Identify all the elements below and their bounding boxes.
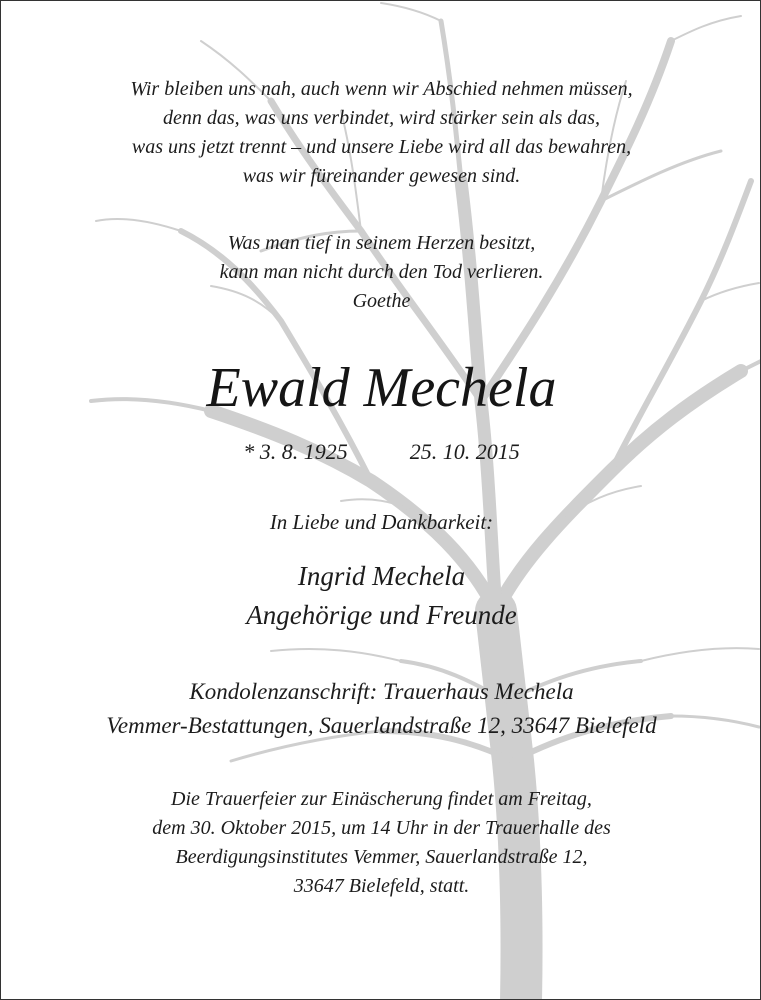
mourners [1, 557, 761, 635]
birth-date: * 3. 8. 1925 [243, 439, 348, 464]
death-date: 25. 10. 2015 [409, 439, 520, 464]
address-line: Vemmer-Bestattungen, Sauerlandstraße 12, 33647 Bielefeld [106, 713, 657, 738]
gratitude-line: In Liebe und Dankbarkeit: [269, 510, 494, 534]
notice-content [1, 1, 761, 1000]
poem-line: denn das, was uns verbindet, wird stärker sein als das, [162, 107, 601, 129]
deceased-name: Ewald Mechela [206, 357, 557, 419]
quote [1, 229, 761, 316]
poem-line: was wir füreinander gewesen sind. [242, 165, 521, 187]
poem-line: Wir bleiben uns nah, auch wenn wir Abschied nehmen müssen, [130, 78, 633, 100]
funeral-service-info [1, 785, 761, 901]
service-line: Die Trauerfeier zur Einäscherung findet am Freitag, [171, 788, 592, 810]
quote-author: Goethe [352, 290, 411, 312]
quote-line: Was man tief in seinem Herzen besitzt, [227, 232, 536, 254]
service-line: dem 30. Oktober 2015, um 14 Uhr in der Trauerhalle des [152, 817, 611, 839]
condolence-address [1, 675, 761, 743]
service-line: Beerdigungsinstitutes Vemmer, Sauerlandstraße 12, [175, 846, 588, 868]
quote-line: kann man nicht durch den Tod verlieren. [219, 261, 544, 283]
poem-line: was uns jetzt trennt – und unsere Liebe wird all das bewahren, [131, 136, 632, 158]
life-dates [1, 437, 761, 467]
address-line: Kondolenzanschrift: Trauerhaus Mechela [189, 679, 574, 704]
service-line: 33647 Bielefeld, statt. [293, 875, 470, 897]
mourner-name: Ingrid Mechela [297, 561, 466, 591]
mourner-name: Angehörige und Freunde [246, 600, 517, 630]
poem [1, 75, 761, 191]
